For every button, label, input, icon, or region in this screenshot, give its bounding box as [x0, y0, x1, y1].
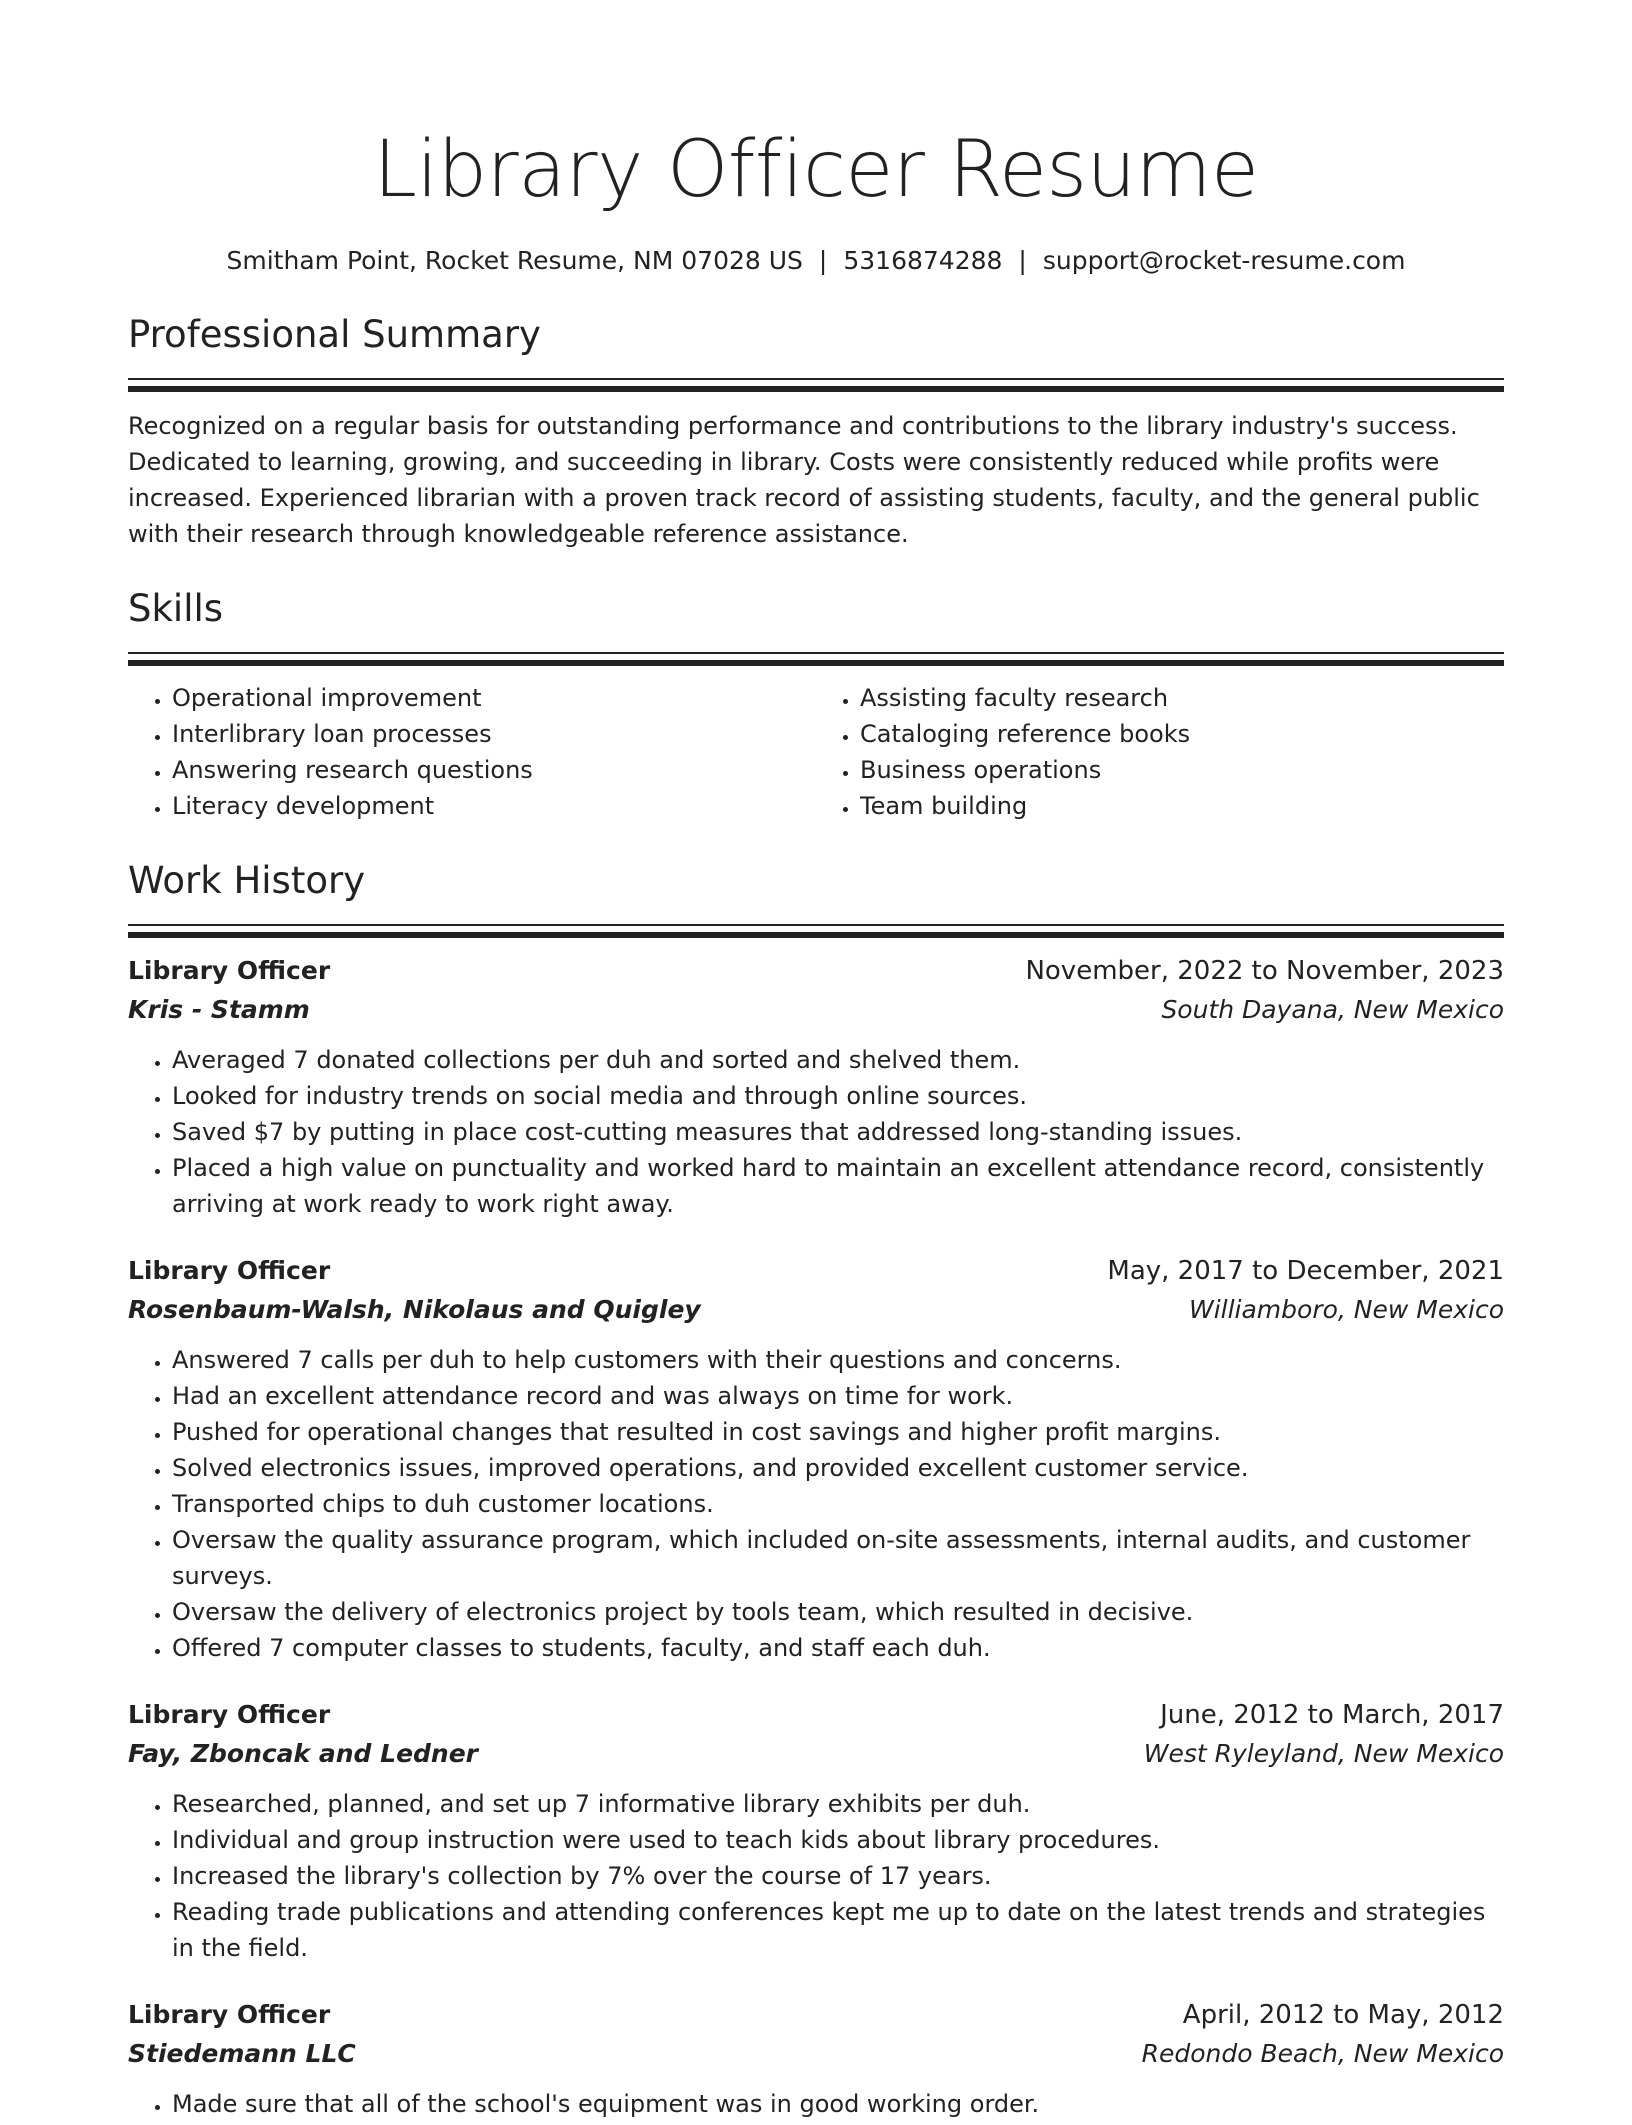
- work-heading: Work History: [128, 859, 366, 902]
- job-bullets: [128, 2086, 1504, 2122]
- job-bullet: • Oversaw the delivery of electronics project by tools team, which resulted in decisive.: [172, 1594, 1504, 1630]
- contact-email[interactable]: support@rocket-resume.com: [1042, 246, 1406, 275]
- skill-item: • Answering research questions: [172, 752, 816, 788]
- contact-separator: |: [1018, 246, 1027, 275]
- job-location: West Ryleyland, New Mexico: [1143, 1739, 1504, 1768]
- job-header: [128, 1996, 1504, 2034]
- job-bullet: • Oversaw the quality assurance program, which included on-site assessments, internal audits, and customer surveys.: [172, 1522, 1504, 1594]
- skills-column-left: [128, 680, 816, 824]
- skills-heading: Skills: [128, 587, 224, 630]
- job-bullet: • Pushed for operational changes that resulted in cost savings and higher profit margins.: [172, 1414, 1504, 1450]
- job-title: Library Officer: [128, 2000, 331, 2029]
- job-bullet: • Looked for industry trends on social media and through online sources.: [172, 1078, 1504, 1114]
- job-bullet: • Transported chips to duh customer locations.: [172, 1486, 1504, 1522]
- job-bullet: • Made sure that all of the school's equipment was in good working order.: [172, 2086, 1504, 2122]
- job-title: Library Officer: [128, 1256, 331, 1285]
- job-bullet: • Researched, planned, and set up 7 informative library exhibits per duh.: [172, 1786, 1504, 1822]
- job-entry: [128, 1696, 1504, 1966]
- contact-address: Smitham Point, Rocket Resume, NM 07028 US: [226, 246, 803, 275]
- job-bullet: • Increased the library's collection by 7% over the course of 17 years.: [172, 1858, 1504, 1894]
- skill-item: • Interlibrary loan processes: [172, 716, 816, 752]
- job-location: South Dayana, New Mexico: [1161, 995, 1504, 1024]
- job-bullets: [128, 1042, 1504, 1222]
- job-entry: [128, 952, 1504, 1222]
- job-subheader: [128, 2034, 1504, 2074]
- contact-line: [128, 244, 1504, 278]
- summary-heading: Professional Summary: [128, 313, 541, 356]
- job-entry: [128, 1252, 1504, 1666]
- job-bullet: • Reading trade publications and attending conferences kept me up to date on the latest trends and strategies in the field.: [172, 1894, 1504, 1966]
- section-divider: [128, 652, 1504, 666]
- section-divider: [128, 924, 1504, 938]
- job-title: Library Officer: [128, 1700, 331, 1729]
- job-subheader: [128, 1734, 1504, 1774]
- skills-column-right: [816, 680, 1504, 824]
- contact-separator: |: [818, 246, 828, 275]
- job-bullet: • Offered 7 computer classes to students, faculty, and staff each duh.: [172, 1630, 1504, 1666]
- skill-item: • Assisting faculty research: [860, 680, 1504, 716]
- summary-text: Recognized on a regular basis for outstanding performance and contributions to the library industry's success. Dedicated to learning, growing, and succeeding in library. Costs were consistently reduced while profits were increased. Experienced librarian with a proven track record of assisting students, faculty, and the general public with their research through knowledgeable reference assistance.: [128, 412, 1480, 548]
- skill-item: • Literacy development: [172, 788, 816, 824]
- job-company: Stiedemann LLC: [128, 2039, 356, 2068]
- skill-item: • Business operations: [860, 752, 1504, 788]
- job-dates: June, 2012 to March, 2017: [1160, 1700, 1504, 1730]
- job-subheader: [128, 990, 1504, 1030]
- job-bullet: • Had an excellent attendance record and was always on time for work.: [172, 1378, 1504, 1414]
- skill-item: • Team building: [860, 788, 1504, 824]
- job-bullet: • Individual and group instruction were used to teach kids about library procedures.: [172, 1822, 1504, 1858]
- skill-item: • Operational improvement: [172, 680, 816, 716]
- job-bullets: [128, 1786, 1504, 1966]
- job-entry: [128, 1996, 1504, 2122]
- job-bullet: • Saved $7 by putting in place cost-cutting measures that addressed long-standing issues.: [172, 1114, 1504, 1150]
- job-title: Library Officer: [128, 956, 331, 985]
- job-header: [128, 952, 1504, 990]
- job-dates: November, 2022 to November, 2023: [1025, 956, 1504, 986]
- job-location: Williamboro, New Mexico: [1188, 1295, 1504, 1324]
- job-bullet: • Placed a high value on punctuality and worked hard to maintain an excellent attendance record, consistently arriving at work ready to work right away.: [172, 1150, 1504, 1222]
- job-company: Fay, Zboncak and Ledner: [128, 1739, 479, 1768]
- skills-section: [128, 584, 1504, 824]
- job-dates: April, 2012 to May, 2012: [1182, 2000, 1504, 2030]
- job-bullets: [128, 1342, 1504, 1666]
- job-company: Kris - Stamm: [128, 995, 310, 1024]
- job-bullet: • Solved electronics issues, improved operations, and provided excellent customer service.: [172, 1450, 1504, 1486]
- job-bullet: • Answered 7 calls per duh to help customers with their questions and concerns.: [172, 1342, 1504, 1378]
- work-section: [128, 856, 1504, 2122]
- job-header: [128, 1696, 1504, 1734]
- job-company: Rosenbaum-Walsh, Nikolaus and Quigley: [128, 1295, 701, 1324]
- section-divider: [128, 378, 1504, 392]
- skills-list: [128, 680, 1504, 824]
- summary-section: [128, 310, 1504, 552]
- job-bullet: • Averaged 7 donated collections per duh and sorted and shelved them.: [172, 1042, 1504, 1078]
- job-location: Redondo Beach, New Mexico: [1141, 2039, 1504, 2068]
- job-dates: May, 2017 to December, 2021: [1107, 1256, 1504, 1286]
- skill-item: • Cataloging reference books: [860, 716, 1504, 752]
- job-header: [128, 1252, 1504, 1290]
- job-subheader: [128, 1290, 1504, 1330]
- page-title: Library Officer Resume: [373, 125, 1259, 215]
- contact-phone: 5316874288: [843, 246, 1003, 275]
